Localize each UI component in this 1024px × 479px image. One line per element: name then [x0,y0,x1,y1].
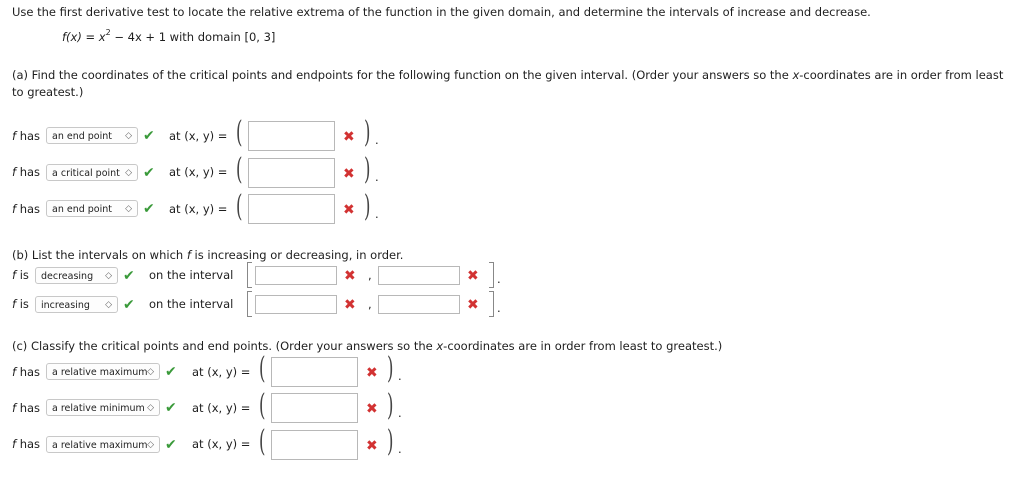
point-type-select[interactable]: an end point ◇ [46,127,138,144]
monotonic-select[interactable]: decreasing ◇ [35,267,118,284]
function-definition: $f(x) = x^2 - 4x + 1$ with domain [0, 3] [62,28,276,44]
coordinate-input[interactable] [248,158,335,188]
part-c-prompt: (c) Classify the critical points and end points. (Order your answers so the x-coordinates are in order from least to greatest.) [12,339,723,353]
close-paren: ) [387,351,394,386]
coord-label: at (x, y) = [192,365,251,379]
monotonic-select[interactable]: increasing ◇ [35,296,118,313]
interval-end-input[interactable] [378,295,460,314]
cross-icon: ✖ [366,401,378,417]
period: . [375,207,379,221]
period: . [497,301,501,315]
interval-label: on the interval [149,268,234,282]
comma: , [368,268,372,282]
coordinate-input[interactable] [248,121,335,151]
instructions: Use the first derivative test to locate the relative extrema of the function in the given domain, and determine the intervals of increase and decrease. [12,5,871,19]
check-icon: ✔ [123,268,135,284]
period: . [497,272,501,286]
chevron-updown-icon: ◇ [125,204,132,214]
row-label: f has [12,129,41,143]
cross-icon: ✖ [343,202,355,218]
cross-icon: ✖ [343,129,355,145]
row-label: f is [12,297,29,311]
point-type-select[interactable]: a critical point ◇ [46,164,138,181]
chevron-updown-icon: ◇ [125,168,132,178]
row-label: f has [12,202,41,216]
coordinate-input[interactable] [271,430,358,460]
cross-icon: ✖ [344,268,356,284]
right-bracket [489,262,494,288]
close-paren: ) [364,152,371,187]
cross-icon: ✖ [344,297,356,313]
cross-icon: ✖ [366,365,378,381]
left-bracket [247,291,252,317]
cross-icon: ✖ [467,268,479,284]
close-paren: ) [387,424,394,459]
cross-icon: ✖ [467,297,479,313]
classification-select[interactable]: a relative minimum ◇ [46,399,160,416]
check-icon: ✔ [165,400,177,416]
classification-select[interactable]: a relative maximum ◇ [46,363,160,380]
check-icon: ✔ [143,128,155,144]
open-paren: ( [236,152,243,187]
coord-label: at (x, y) = [169,202,228,216]
check-icon: ✔ [165,364,177,380]
period: . [375,170,379,184]
interval-label: on the interval [149,297,234,311]
classification-select[interactable]: a relative maximum ◇ [46,436,160,453]
comma: , [368,297,372,311]
chevron-updown-icon: ◇ [147,440,154,450]
open-paren: ( [259,424,266,459]
coordinate-input[interactable] [248,194,335,224]
close-paren: ) [364,115,371,150]
coord-label: at (x, y) = [169,129,228,143]
check-icon: ✔ [123,297,135,313]
cross-icon: ✖ [366,438,378,454]
interval-start-input[interactable] [255,295,337,314]
chevron-updown-icon: ◇ [105,300,112,310]
chevron-updown-icon: ◇ [105,271,112,281]
row-label: f has [12,165,41,179]
chevron-updown-icon: ◇ [125,131,132,141]
coordinate-input[interactable] [271,357,358,387]
check-icon: ✔ [143,165,155,181]
close-paren: ) [364,189,371,224]
point-type-select[interactable]: an end point ◇ [46,200,138,217]
row-label: f has [12,401,41,415]
period: . [398,406,402,420]
check-icon: ✔ [143,201,155,217]
right-bracket [489,291,494,317]
coord-label: at (x, y) = [192,401,251,415]
open-paren: ( [259,388,266,423]
row-label: f has [12,365,41,379]
chevron-updown-icon: ◇ [147,367,154,377]
check-icon: ✔ [165,437,177,453]
chevron-updown-icon: ◇ [147,403,154,413]
interval-start-input[interactable] [255,266,337,285]
left-bracket [247,262,252,288]
period: . [375,133,379,147]
row-label: f has [12,437,41,451]
open-paren: ( [236,189,243,224]
period: . [398,442,402,456]
part-b-prompt: (b) List the intervals on which f is increasing or decreasing, in order. [12,248,404,262]
open-paren: ( [259,351,266,386]
period: . [398,369,402,383]
part-a-prompt: (a) Find the coordinates of the critical points and endpoints for the following function on the given interval. (Order your answers so the x-coordinates are in order from least to greatest.) [12,68,1004,99]
coord-label: at (x, y) = [169,165,228,179]
open-paren: ( [236,115,243,150]
coord-label: at (x, y) = [192,437,251,451]
cross-icon: ✖ [343,166,355,182]
coordinate-input[interactable] [271,393,358,423]
interval-end-input[interactable] [378,266,460,285]
close-paren: ) [387,388,394,423]
row-label: f is [12,268,29,282]
